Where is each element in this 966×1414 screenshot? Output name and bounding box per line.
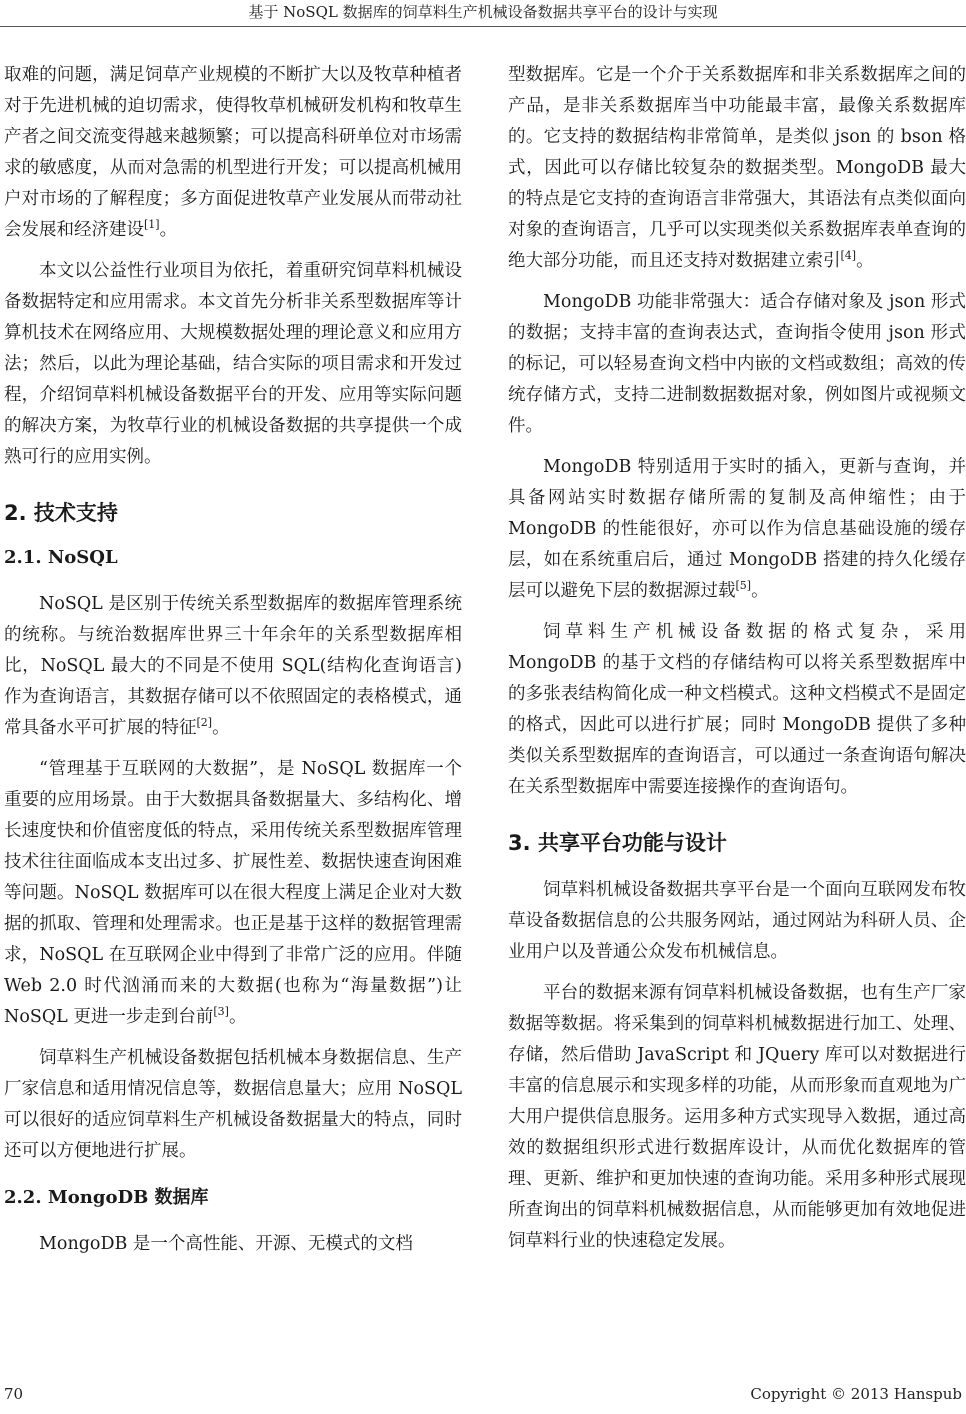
citation[interactable]: [2] [196, 716, 213, 730]
paragraph: 取难的问题，满足饲草产业规模的不断扩大以及牧草种植者对于先进机械的迫切需求，使得牧草机械研发机构和牧草生产者之间交流变得越来越频繁；可以提高科研单位对市场需求的敏感度，从而对急需的机型进行开发；可以提高机械用户对市场的了解程度；多方面促进牧草产业发展从而带动社会发展和经济建设[1]。 [4, 65, 462, 240]
paragraph: NoSQL 是区别于传统关系型数据库的数据库管理系统的统称。与统治数据库世界三十年余年的关系型数据库相比，NoSQL 最大的不同是不使用 SQL(结构化查询语言)作为查询语言，其数据存储可以不依照固定的表格模式，通常具备水平可扩展的特征[2]。 [4, 594, 462, 738]
left-column [4, 60, 462, 1260]
header-rule [0, 26, 966, 27]
subsection-heading: 2.2. MongoDB 数据库 [4, 1187, 209, 1208]
paragraph: 饲草料生产机械设备数据的格式复杂，采用 MongoDB 的基于文档的存储结构可以将关系型数据库中的多张表结构简化成一种文档模式。这种文档模式不是固定的格式，因此可以进行扩展；同时 MongoDB 提供了多种类似关系型数据库的查询语言，可以通过一条查询语句解决在关系型数据库中需要连接操作的查询语句。 [508, 622, 966, 797]
paragraph: “管理基于互联网的大数据”，是 NoSQL 数据库一个重要的应用场景。由于大数据具备数据量大、多结构化、增长速度快和价值密度低的特点，采用传统关系型数据库管理技术往往面临成本支出过多、扩展性差、数据快速查询困难等问题。NoSQL 数据库可以在很大程度上满足企业对大数据的抓取、管理和处理需求。也正是基于这样的数据管理需求，NoSQL 在互联网企业中得到了非常广泛的应用。伴随 Web 2.0 时代汹涌而来的大数据(也称为“海量数据”)让 NoSQL 更进一步走到台前[3]。 [4, 759, 462, 1027]
section-heading: 3. 共享平台功能与设计 [508, 831, 727, 855]
paragraph: 本文以公益性行业项目为依托，着重研究饲草料机械设备数据特定和应用需求。本文首先分析非关系型数据库等计算机技术在网络应用、大规模数据处理的理论意义和应用方法；然后，以此为理论基础，结合实际的项目需求和开发过程，介绍饲草料机械设备数据平台的开发、应用等实际问题的解决方案，为牧草行业的机械设备数据的共享提供一个成熟可行的应用实例。 [4, 261, 462, 467]
copyright-notice: Copyright © 2013 Hanspub [750, 1385, 962, 1403]
paragraph: MongoDB 特别适用于实时的插入，更新与查询，并具备网站实时数据存储所需的复制及高伸缩性；由于 MongoDB 的性能很好，亦可以作为信息基础设施的缓存层，如在系统重启后，通过 MongoDB 搭建的持久化缓存层可以避免下层的数据源过载[5]。 [508, 457, 966, 601]
citation[interactable]: [3] [213, 1005, 229, 1019]
right-column [508, 60, 966, 1257]
paragraph: 饲草料生产机械设备数据包括机械本身数据信息、生产厂家信息和适用情况信息等，数据信息量大；应用 NoSQL 可以很好的适应饲草料生产机械设备数据量大的特点，同时还可以方便地进行扩展。 [4, 1048, 462, 1161]
paragraph: 饲草料机械设备数据共享平台是一个面向互联网发布牧草设备数据信息的公共服务网站，通过网站为科研人员、企业用户以及普通公众发布机械信息。 [508, 880, 966, 962]
citation[interactable]: [5] [735, 579, 752, 593]
citation[interactable]: [1] [144, 218, 160, 232]
page-number: 70 [4, 1385, 24, 1403]
running-header: 基于 NoSQL 数据库的饲草料生产机械设备数据共享平台的设计与实现 [248, 3, 718, 21]
paragraph: MongoDB 是一个高性能、开源、无模式的文档 [39, 1234, 413, 1254]
citation[interactable]: [4] [840, 249, 857, 263]
section-heading: 2. 技术支持 [4, 501, 118, 525]
subsection-heading: 2.1. NoSQL [4, 547, 118, 568]
paragraph: 型数据库。它是一个介于关系数据库和非关系数据库之间的产品，是非关系数据库当中功能最丰富，最像关系数据库的。它支持的数据结构非常简单，是类似 json 的 bson 格式，因此可以存储比较复杂的数据类型。MongoDB 最大的特点是它支持的查询语言非常强大，其语法有点类似面向对象的查询语言，几乎可以实现类似关系数据库表单查询的绝大部分功能，而且还支持对数据建立索引[4]。 [508, 65, 966, 271]
paragraph: 平台的数据来源有饲草料机械设备数据，也有生产厂家数据等数据。将采集到的饲草料机械数据进行加工、处理、存储，然后借助 JavaScript 和 JQuery 库可以对数据进行丰富的信息展示和实现多样的功能，从而形象而直观地为广大用户提供信息服务。运用多种方式实现导入数据，通过高效的数据组织形式进行数据库设计，从而优化数据库的管理、更新、维护和更加快速的查询功能。采用多种形式展现所查询出的饲草料机械数据信息，从而能够更加有效地促进饲草料行业的快速稳定发展。 [508, 983, 966, 1251]
paragraph: MongoDB 功能非常强大：适合存储对象及 json 形式的数据；支持丰富的查询表达式，查询指令使用 json 形式的标记，可以轻易查询文档中内嵌的文档或数组；高效的传统存储方式，支持二进制数据数据对象，例如图片或视频文件。 [508, 292, 966, 436]
